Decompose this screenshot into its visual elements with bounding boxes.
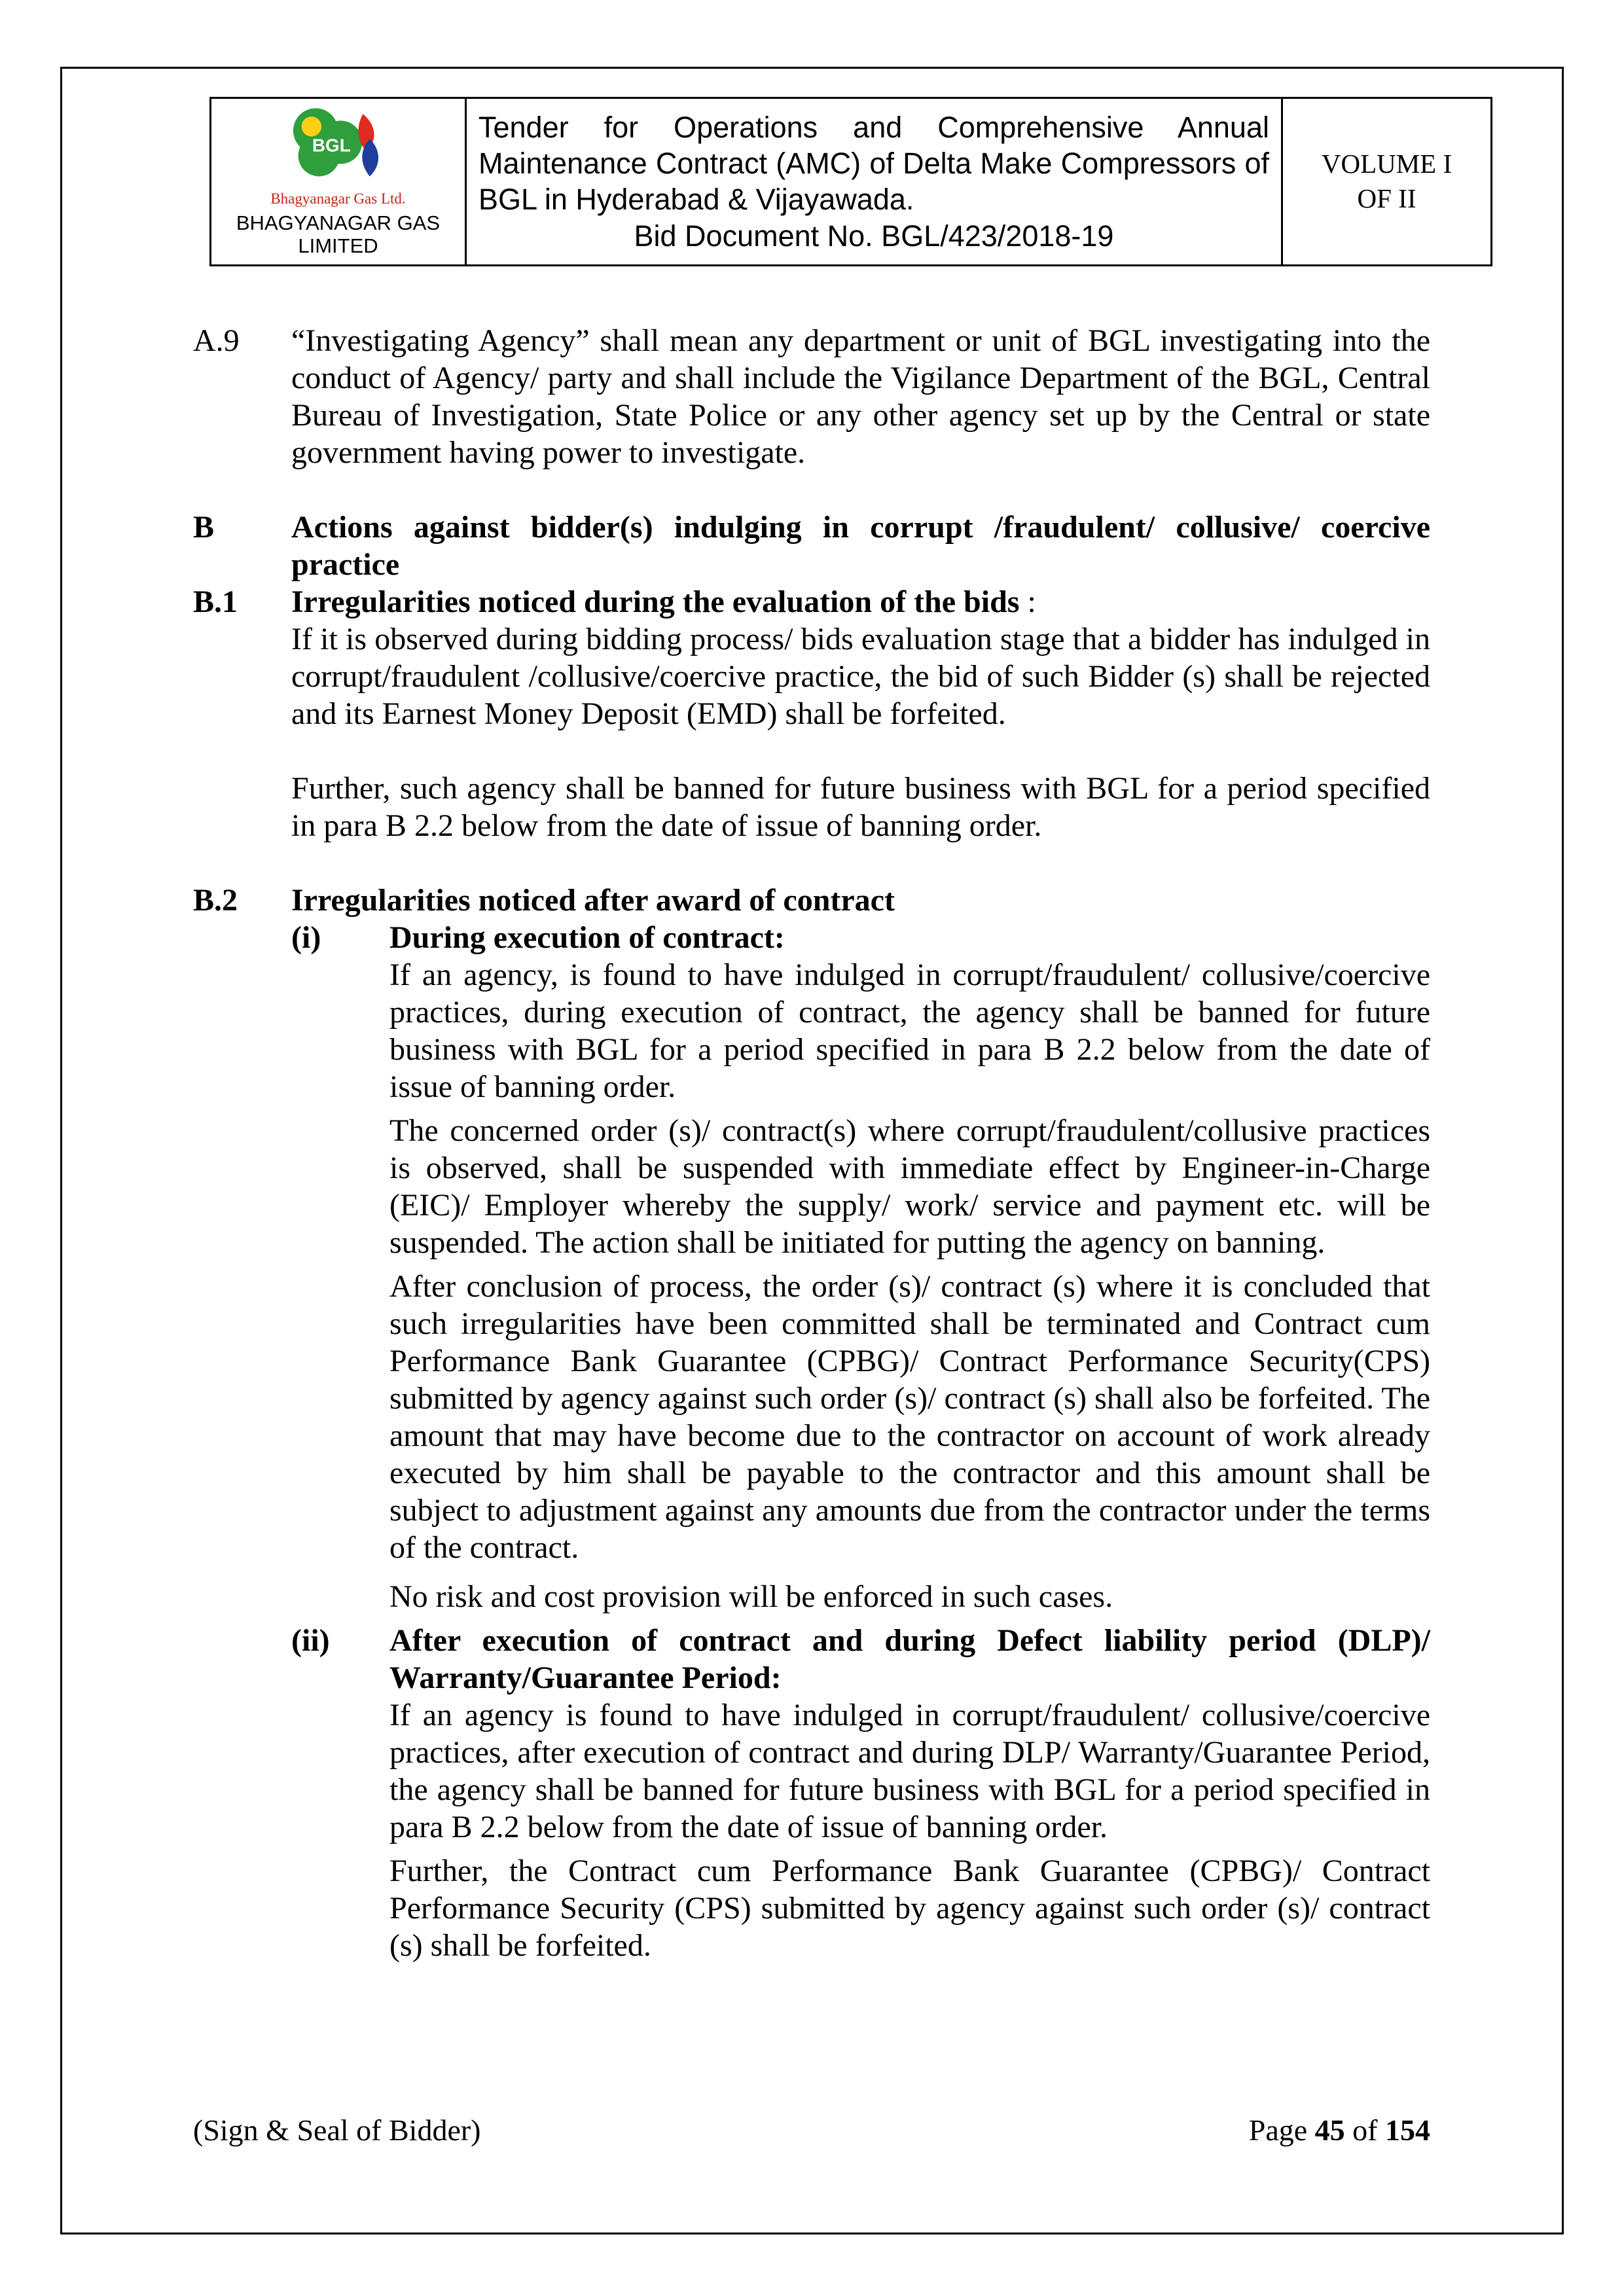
footer-page-number: 45	[1314, 2113, 1345, 2147]
page-footer	[193, 2113, 1430, 2147]
clause-b2-sub-ii-label: (ii)	[291, 1623, 330, 1658]
clause-b2-sub-i-heading: During execution of contract:	[389, 920, 785, 955]
clause-b1-para2: Further, such agency shall be banned for future business with BGL for a period specified in para B 2.2 below from the date of issue of banning order.	[291, 770, 1430, 843]
logo-caption: Bhagyanagar Gas Ltd.	[270, 190, 406, 207]
page-content	[193, 97, 1453, 1964]
clause-b2-label: B.2	[193, 882, 238, 918]
volume-cell	[1282, 98, 1492, 266]
clause-b2-sub-i-para3: After conclusion of process, the order (s)/ contract (s) where it is concluded that such irregularities have been committed shall be terminated and Contract cum Performance Bank Guarantee (CPBG)/ Contract Performance Security(CPS) submitted by agency against such order (s)/ contract (s) shall also be forfeited. The amount that may have become due to the contractor on account of work already executed by him shall be payable to the contractor and this amount shall be subject to adjustment against any amounts due from the contractor under the terms of the contract.	[389, 1268, 1430, 1565]
company-name-line2: LIMITED	[298, 234, 378, 258]
clause-b1-body	[291, 583, 1430, 844]
logo-cell	[211, 98, 466, 266]
clause-b1-heading-line	[291, 583, 1430, 620]
clause-b1	[193, 583, 1430, 844]
clause-b2-sub-ii	[291, 1622, 1430, 1964]
company-name	[215, 212, 461, 257]
clause-b1-heading: Irregularities noticed during the evaluation of the bids	[291, 584, 1020, 619]
footer-of-word: of	[1344, 2113, 1385, 2147]
clause-a9-text: “Investigating Agency” shall mean any department or unit of BGL investigating into the conduct of Agency/ party and shall include the Vigilance Department of the BGL, Central Bureau of Investigation, State Police or any other agency set up by the Central or state government having power to investigate.	[291, 323, 1430, 470]
clause-b2-sub-i-label: (i)	[291, 920, 321, 955]
footer-page-info	[1249, 2113, 1430, 2147]
clause-b	[193, 509, 1430, 583]
clause-b2-body	[291, 882, 1430, 1964]
footer-page-word: Page	[1248, 2113, 1315, 2147]
clause-b2-sub-i-para2: The concerned order (s)/ contract(s) where corrupt/fraudulent/collusive practices is observed, shall be suspended with immediate effect by Engineer-in-Charge (EIC)/ Employer whereby the supply/ work/ service and payment etc. will be suspended. The action shall be initiated for putting the agency on banning.	[389, 1113, 1430, 1260]
clause-a9	[193, 322, 1430, 471]
clause-b1-heading-suffix: :	[1019, 584, 1036, 619]
bgl-logo-monogram: BGL	[312, 135, 351, 156]
clause-b2-heading: Irregularities noticed after award of contract	[291, 882, 895, 918]
clause-b-label: B	[193, 509, 215, 545]
bid-document-number: Bid Document No. BGL/423/2018-19	[634, 219, 1114, 253]
header-table	[209, 97, 1492, 266]
clause-b2-sub-i-para1: If an agency, is found to have indulged in corrupt/fraudulent/ collusive/coercive practices, during execution of contract, the agency shall be banned for future business with BGL for a period specified in para B 2.2 below from the date of issue of banning order.	[389, 957, 1430, 1104]
clause-b2-sub-ii-heading: After execution of contract and during Defect liability period (DLP)/ Warranty/Guarantee Period:	[389, 1623, 1430, 1695]
clause-b1-label: B.1	[193, 584, 238, 619]
clause-b2-sub-ii-body	[389, 1622, 1430, 1964]
footer-total-pages: 154	[1385, 2113, 1430, 2147]
clause-b2-sub-i-body	[389, 919, 1430, 1615]
company-name-line1: BHAGYANAGAR GAS	[236, 211, 441, 235]
document-body	[193, 322, 1430, 1964]
clause-b1-para1: If it is observed during bidding process/ bids evaluation stage that a bidder has indulged in corrupt/fraudulent /collusive/coercive practice, the bid of such Bidder (s) shall be rejected and its Earnest Money Deposit (EMD) shall be forfeited.	[291, 621, 1430, 731]
volume-line2: OF II	[1357, 183, 1416, 214]
clause-b2-sub-ii-para2: Further, the Contract cum Performance Bank Guarantee (CPBG)/ Contract Performance Security (CPS) submitted by agency against such order (s)/ contract (s) shall be forfeited.	[389, 1853, 1430, 1963]
tender-title: Tender for Operations and Comprehensive Annual Maintenance Contract (AMC) of Delta Make Compressors of BGL in Hyderabad & Vijayawada.	[478, 111, 1269, 216]
title-cell	[466, 98, 1282, 266]
clause-b2-sub-ii-para1: If an agency is found to have indulged in corrupt/fraudulent/ collusive/coercive practices, after execution of contract and during DLP/ Warranty/Guarantee Period, the agency shall be banned for future business with BGL for a period specified in para B 2.2 below from the date of issue of banning order.	[389, 1697, 1430, 1844]
clause-a9-label: A.9	[193, 323, 240, 358]
clause-b2-sub-i	[291, 919, 1430, 1615]
bgl-logo-icon	[284, 104, 392, 187]
clause-b-heading: Actions against bidder(s) indulging in corrupt /fraudulent/ collusive/ coercive practice	[291, 509, 1430, 582]
volume-line1: VOLUME I	[1321, 149, 1453, 179]
clause-b2-sub-i-para4: No risk and cost provision will be enforced in such cases.	[389, 1579, 1113, 1614]
clause-b2	[193, 882, 1430, 1964]
footer-sign-seal: (Sign & Seal of Bidder)	[193, 2113, 481, 2147]
